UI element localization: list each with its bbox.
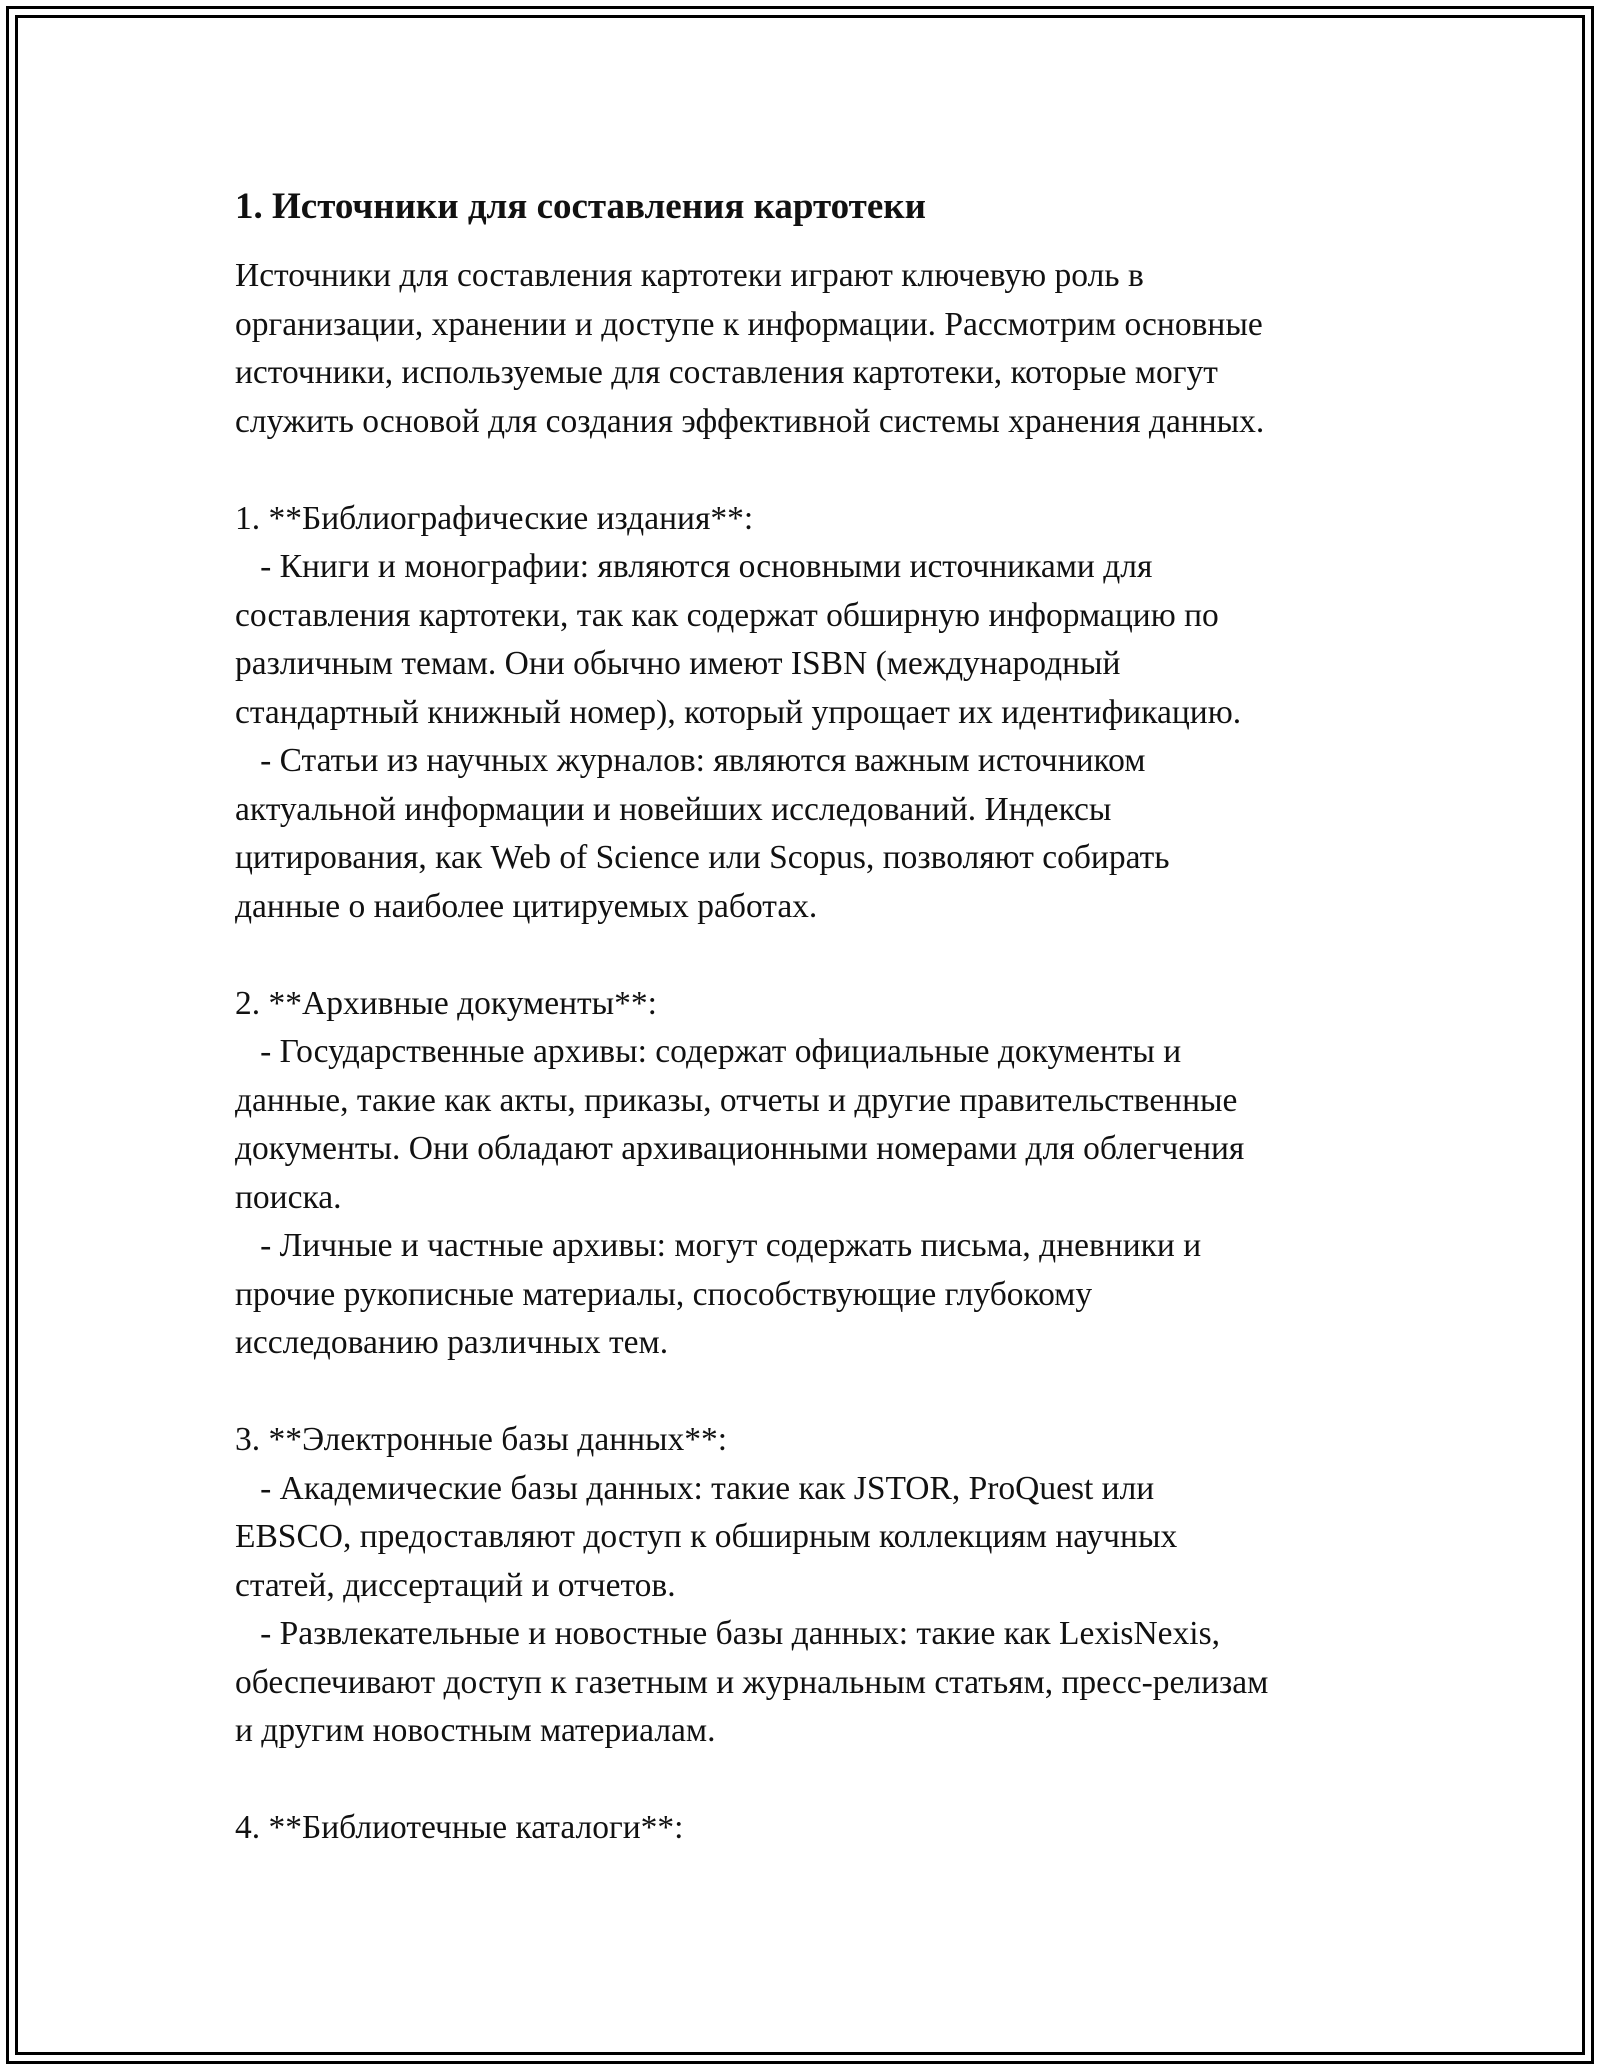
text-line: прочие рукописные материалы, способствующие глубокому [235,1275,1093,1313]
blank-line [235,1756,1375,1805]
text-line: стандартный книжный номер), который упрощает их идентификацию. [235,693,1242,731]
text-line: данные о наиболее цитируемых работах. [235,887,818,925]
text-line: различным темам. Они обычно имеют ISBN (международный [235,645,1121,682]
text-line: составления картотеки, так как содержат обширную информацию по [235,596,1219,634]
text-line: актуальной информации и новейших исследований. Индексы [235,790,1112,828]
text-line: - Книги и монографии: являются основными источниками для [235,548,1153,585]
text-line: Источники для составления картотеки играют ключевую роль в [235,257,1144,294]
text-line: служить основой для создания эффективной системы хранения данных. [235,402,1265,440]
text-line: обеспечивают доступ к газетным и журнальным статьям, пресс-релизам [235,1663,1269,1701]
text-line: - Личные и частные архивы: могут содержать письма, дневники и [235,1227,1202,1264]
text-line: 2. **Архивные документы**: [235,984,657,1022]
text-line: организации, хранении и доступе к информации. Рассмотрим основные [235,305,1263,343]
text-line: - Государственные архивы: содержат официальные документы и [235,1033,1182,1070]
blank-line [235,1368,1375,1417]
text-line: данные, такие как акты, приказы, отчеты и другие правительственные [235,1081,1238,1119]
text-line: цитирования, как Web of Science или Scopus, позволяют собирать [235,839,1170,876]
text-line: EBSCO, предоставляют доступ к обширным коллекциям научных [235,1518,1178,1555]
text-line: 1. **Библиографические издания**: [235,499,754,537]
text-line: и другим новостным материалам. [235,1712,716,1749]
text-line: статей, диссертаций и отчетов. [235,1566,676,1604]
text-line: 3. **Электронные базы данных**: [235,1421,728,1458]
blank-line [235,446,1375,495]
text-line: исследованию различных тем. [235,1324,669,1361]
text-line: поиска. [235,1178,342,1216]
document-body [235,182,1375,1853]
text-line: 4. **Библиотечные каталоги**: [235,1809,684,1846]
text-line: документы. Они обладают архивационными номерами для облегчения [235,1130,1245,1167]
section-heading: 1. Источники для составления картотеки [235,186,926,227]
section-text [235,252,1375,1853]
text-line: - Развлекательные и новостные базы данных: такие как LexisNexis, [235,1615,1220,1652]
text-line: - Академические базы данных: такие как JSTOR, ProQuest или [235,1469,1155,1507]
text-line: источники, используемые для составления картотеки, которые могут [235,354,1218,391]
blank-line [235,931,1375,980]
text-line: - Статьи из научных журналов: являются важным источником [235,742,1146,779]
